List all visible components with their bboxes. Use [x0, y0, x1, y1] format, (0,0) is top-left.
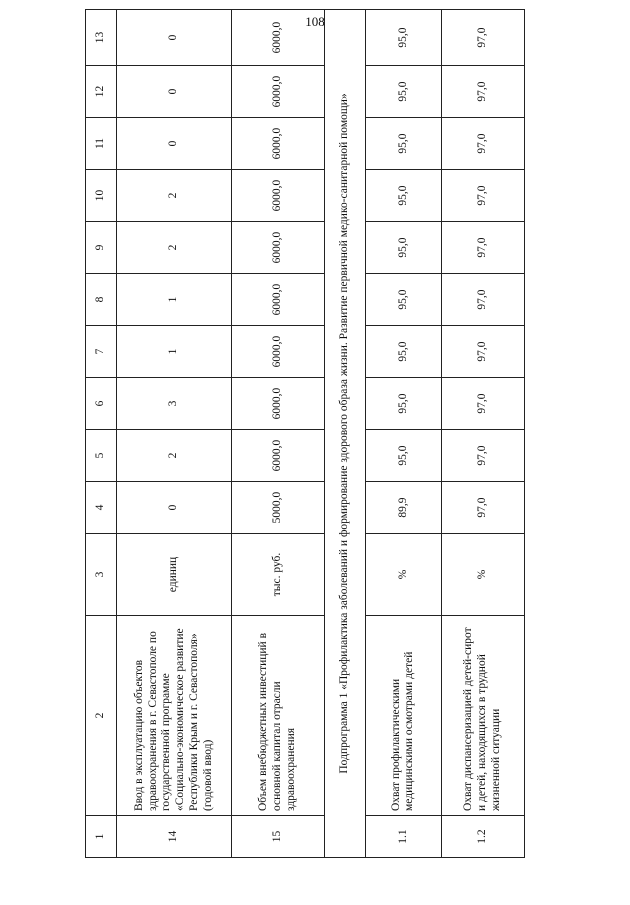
- value-cell: 6000,0: [232, 170, 324, 222]
- header-cell: 9: [86, 222, 117, 274]
- indicator-name: Ввод в эксплуатацию объектов здравоохранения в г. Севастополе по государственной программе «Социально-экономическое развитие Республики Крым и г. Севастополя» (годовой ввод): [117, 616, 232, 816]
- value-cell: 97,0: [442, 10, 525, 66]
- table-row: [117, 10, 232, 858]
- value-cell: 95,0: [365, 378, 441, 430]
- value-cell: 97,0: [442, 378, 525, 430]
- header-cell: 10: [86, 170, 117, 222]
- value-cell: 1: [117, 274, 232, 326]
- header-cell: 7: [86, 326, 117, 378]
- value-cell: 6000,0: [232, 10, 324, 66]
- unit-cell: %: [365, 534, 441, 616]
- unit-cell: тыс. руб.: [232, 534, 324, 616]
- table-row: [442, 10, 525, 858]
- table-row: [232, 10, 324, 858]
- value-cell: 3: [117, 378, 232, 430]
- table-header-row: [86, 10, 117, 858]
- value-cell: 5000,0: [232, 482, 324, 534]
- value-cell: 95,0: [365, 66, 441, 118]
- value-cell: 97,0: [442, 274, 525, 326]
- value-cell: 0: [117, 10, 232, 66]
- value-cell: 97,0: [442, 222, 525, 274]
- indicator-name: Объем внебюджетных инвестиций в основной капитал отрасли здравоохранения: [232, 616, 324, 816]
- header-cell: 11: [86, 118, 117, 170]
- value-cell: 2: [117, 430, 232, 482]
- value-cell: 97,0: [442, 326, 525, 378]
- value-cell: 95,0: [365, 118, 441, 170]
- value-cell: 1: [117, 326, 232, 378]
- indicator-name: Охват диспансеризацией детей-сирот и детей, находящихся в трудной жизненной ситуации: [442, 616, 525, 816]
- value-cell: 89,9: [365, 482, 441, 534]
- header-cell: 12: [86, 66, 117, 118]
- value-cell: 0: [117, 118, 232, 170]
- header-cell: 6: [86, 378, 117, 430]
- row-number: 1.2: [442, 816, 525, 858]
- value-cell: 95,0: [365, 10, 441, 66]
- header-cell: 5: [86, 430, 117, 482]
- value-cell: 6000,0: [232, 430, 324, 482]
- value-cell: 6000,0: [232, 378, 324, 430]
- header-cell: 8: [86, 274, 117, 326]
- subprogram-title: Подпрограмма 1 «Профилактика заболеваний и формирование здорового образа жизни. Развитие первичной медико-санитарной помощи»: [324, 10, 365, 858]
- header-cell: 4: [86, 482, 117, 534]
- header-cell: 3: [86, 534, 117, 616]
- indicators-table: [85, 9, 525, 858]
- value-cell: 95,0: [365, 222, 441, 274]
- value-cell: 6000,0: [232, 118, 324, 170]
- unit-cell: %: [442, 534, 525, 616]
- indicator-name: Охват профилактическими медицинскими осмотрами детей: [365, 616, 441, 816]
- row-number: 15: [232, 816, 324, 858]
- value-cell: 95,0: [365, 170, 441, 222]
- subprogram-row: [324, 10, 365, 858]
- value-cell: 95,0: [365, 326, 441, 378]
- value-cell: 6000,0: [232, 326, 324, 378]
- row-number: 1.1: [365, 816, 441, 858]
- header-cell: 2: [86, 616, 117, 816]
- value-cell: 0: [117, 66, 232, 118]
- header-cell: 13: [86, 10, 117, 66]
- unit-cell: единиц: [117, 534, 232, 616]
- value-cell: 95,0: [365, 274, 441, 326]
- value-cell: 97,0: [442, 430, 525, 482]
- page-number: 108: [305, 14, 325, 29]
- value-cell: 6000,0: [232, 66, 324, 118]
- value-cell: 97,0: [442, 66, 525, 118]
- value-cell: 2: [117, 222, 232, 274]
- value-cell: 95,0: [365, 430, 441, 482]
- value-cell: 97,0: [442, 482, 525, 534]
- value-cell: 97,0: [442, 118, 525, 170]
- header-cell: 1: [86, 816, 117, 858]
- value-cell: 6000,0: [232, 274, 324, 326]
- value-cell: 2: [117, 170, 232, 222]
- value-cell: 97,0: [442, 170, 525, 222]
- table-row: [365, 10, 441, 858]
- value-cell: 0: [117, 482, 232, 534]
- value-cell: 6000,0: [232, 222, 324, 274]
- row-number: 14: [117, 816, 232, 858]
